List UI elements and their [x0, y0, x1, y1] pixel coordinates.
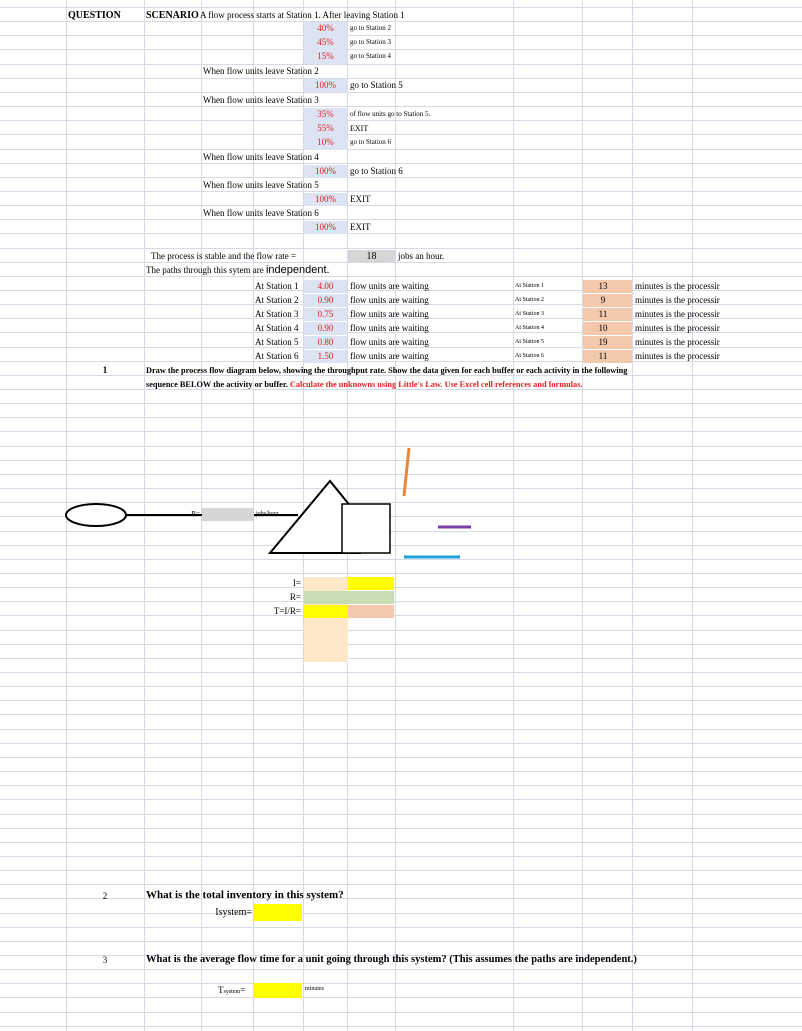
processing-note: minutes is the processir	[635, 281, 720, 291]
waiting-station-2: At Station 1	[515, 283, 545, 289]
station5-dest: EXIT	[350, 194, 371, 204]
processing-note: minutes is the processir	[635, 351, 720, 361]
s1-route-dest: go to Station 2	[350, 24, 392, 32]
station4-pct: 100%	[315, 166, 336, 176]
q1-line1: Draw the process flow diagram below, showing the throughput rate. Show the data given for each buffer or each activity in the following	[146, 366, 628, 375]
waiting-text: flow units are waiting	[350, 351, 429, 361]
flow-rate-value[interactable]: 18	[366, 251, 377, 262]
question-header: QUESTION	[68, 10, 121, 21]
s1-route-pct: 40%	[317, 23, 334, 33]
t-label: T=I/R=	[273, 606, 301, 616]
waiting-value[interactable]: 0.90	[317, 323, 334, 333]
isystem-label: Isystem=	[215, 907, 252, 918]
waiting-station-2: At Station 2	[515, 297, 545, 303]
processing-note: minutes is the processir	[635, 309, 720, 319]
processing-minutes[interactable]: 11	[598, 309, 608, 319]
station2-pct: 100%	[315, 80, 336, 90]
processing-minutes[interactable]: 13	[598, 281, 608, 291]
station5-label: When flow units leave Station 5	[203, 180, 319, 190]
activity-box[interactable]	[342, 504, 390, 553]
waiting-text: flow units are waiting	[350, 281, 429, 291]
station6-label: When flow units leave Station 6	[203, 208, 319, 218]
station4-label: When flow units leave Station 4	[203, 152, 319, 162]
s1-route-dest: go to Station 4	[350, 52, 392, 60]
flow-source-oval[interactable]	[66, 504, 126, 526]
waiting-value[interactable]: 0.75	[317, 309, 334, 319]
scenario-header: SCENARIO	[146, 10, 199, 21]
station4-dest: go to Station 6	[350, 166, 403, 176]
s3-route-dest: EXIT	[350, 124, 369, 133]
s1-route-pct: 15%	[317, 51, 334, 61]
waiting-station-2: At Station 4	[515, 325, 545, 331]
waiting-station: At Station 2	[255, 295, 299, 305]
t-result-cell[interactable]	[348, 605, 394, 618]
processing-note: minutes is the processir	[635, 337, 720, 347]
paths-statement: The paths through this sytem are independent.	[146, 264, 330, 276]
waiting-value[interactable]: 1.50	[317, 351, 334, 361]
q1-line2: sequence BELOW the activity or buffer. Calculate the unknowns using Little's Law. Use Excel cell references and formulas.	[146, 380, 583, 389]
s3-route-pct: 55%	[317, 123, 334, 133]
flow-rate-unit: jobs an hour.	[398, 251, 445, 261]
processing-note: minutes is the processir	[635, 323, 720, 333]
waiting-station: At Station 3	[255, 309, 299, 319]
station2-dest: go to Station 5	[350, 80, 403, 90]
waiting-value[interactable]: 4.00	[317, 281, 334, 291]
station5-pct: 100%	[315, 194, 336, 204]
processing-minutes[interactable]: 11	[598, 351, 608, 361]
q2-number: 2	[102, 891, 108, 901]
processing-minutes[interactable]: 9	[600, 295, 606, 305]
processing-minutes[interactable]: 19	[598, 337, 608, 347]
r-label: R=	[191, 510, 200, 518]
scenario-intro: A flow process starts at Station 1. After leaving Station 1	[200, 10, 405, 20]
t-input-cell[interactable]	[304, 605, 348, 618]
waiting-station-2: At Station 6	[515, 353, 545, 359]
waiting-station: At Station 6	[255, 351, 299, 361]
s1-route-pct: 45%	[317, 37, 334, 47]
q3-number: 3	[102, 955, 108, 965]
orange-line-shape[interactable]	[404, 448, 409, 496]
station2-label: When flow units leave Station 2	[203, 66, 319, 76]
station3-label: When flow units leave Station 3	[203, 95, 319, 105]
q2-question: What is the total inventory in this system?	[146, 889, 344, 901]
station6-pct: 100%	[315, 222, 336, 232]
s1-route-dest: go to Station 3	[350, 38, 392, 46]
q1-number: 1	[102, 365, 108, 375]
waiting-text: flow units are waiting	[350, 295, 429, 305]
i-input-cell[interactable]	[348, 577, 394, 590]
isystem-input[interactable]	[253, 904, 302, 921]
waiting-text: flow units are waiting	[350, 323, 429, 333]
waiting-station-2: At Station 3	[515, 311, 545, 317]
waiting-station-2: At Station 5	[515, 339, 545, 345]
tsystem-unit: minutes	[305, 986, 324, 992]
s3-route-pct: 10%	[317, 137, 334, 147]
waiting-station: At Station 5	[255, 337, 299, 347]
tsystem-label: Tsystem=	[218, 985, 246, 995]
i-label: I=	[292, 578, 301, 588]
processing-note: minutes is the processir	[635, 295, 720, 305]
s3-route-dest: go to Station 6	[350, 138, 392, 146]
waiting-station: At Station 1	[255, 281, 299, 291]
r-input-cell[interactable]	[202, 508, 254, 521]
s3-route-pct: 35%	[317, 109, 334, 119]
waiting-value[interactable]: 0.80	[317, 337, 334, 347]
q3-question: What is the average flow time for a unit going through this system? (This assumes the paths are independent.)	[146, 954, 637, 965]
s3-route-dest: of flow units go to Station 5.	[350, 110, 431, 118]
r-unit: jobs/hour	[256, 511, 279, 517]
waiting-text: flow units are waiting	[350, 337, 429, 347]
waiting-value[interactable]: 0.90	[317, 295, 334, 305]
station6-dest: EXIT	[350, 222, 371, 232]
waiting-text: flow units are waiting	[350, 309, 429, 319]
processing-minutes[interactable]: 10	[598, 323, 608, 333]
little-law-column	[304, 577, 348, 662]
r2-label: R=	[289, 592, 301, 602]
flow-rate-label: The process is stable and the flow rate =	[151, 251, 297, 261]
r-result-cell[interactable]	[304, 591, 394, 604]
tsystem-input[interactable]	[253, 983, 302, 998]
waiting-station: At Station 4	[255, 323, 299, 333]
